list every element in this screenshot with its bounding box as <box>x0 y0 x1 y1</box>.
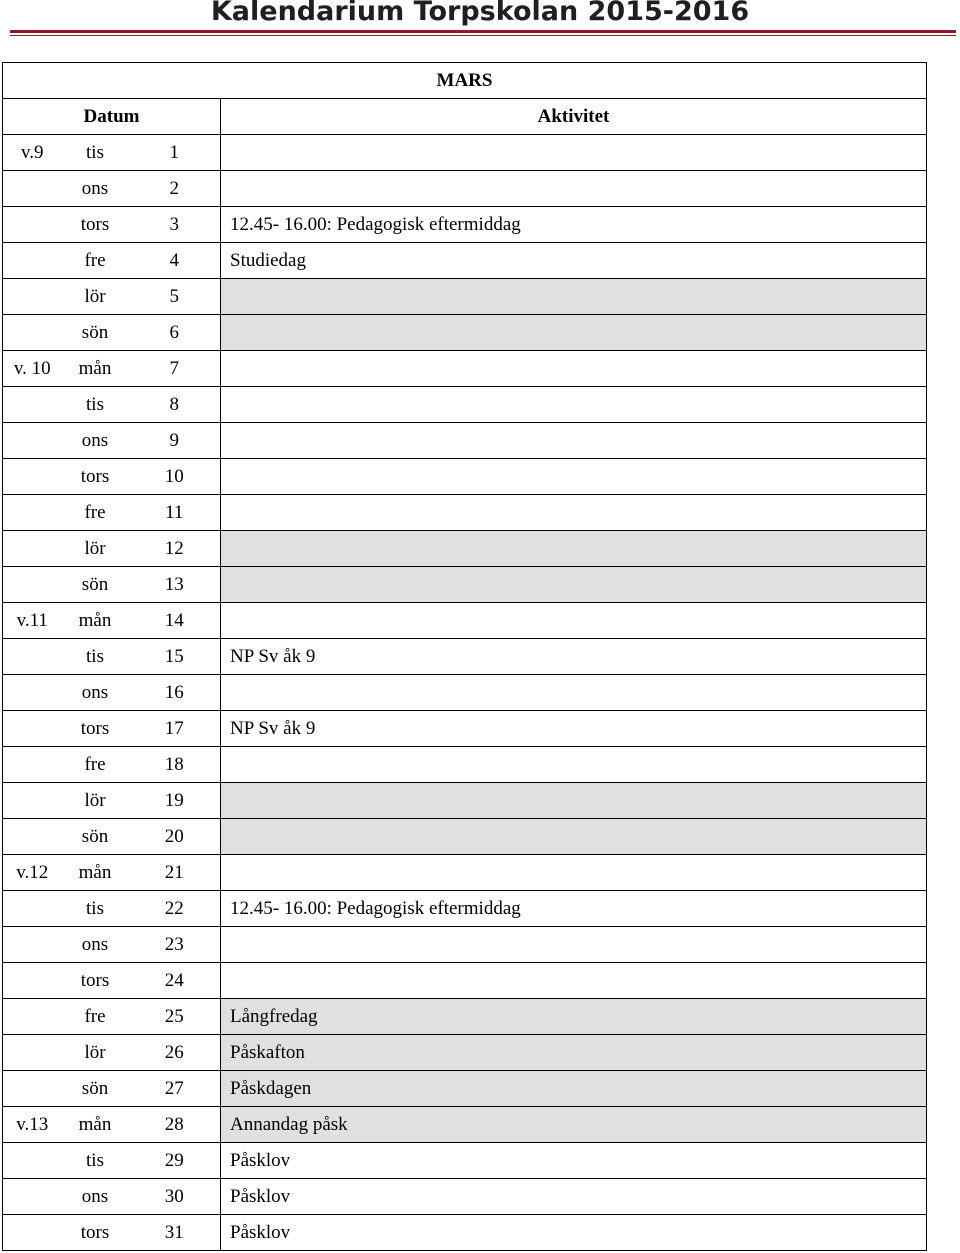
activity-cell <box>221 855 927 891</box>
table-row <box>3 639 927 675</box>
weekday-cell: ons <box>62 171 129 207</box>
weekday-cell: ons <box>62 423 129 459</box>
week-cell: v.11 <box>3 603 62 639</box>
table-row <box>3 783 927 819</box>
activity-cell <box>221 567 927 603</box>
week-cell <box>3 423 62 459</box>
activity-cell <box>221 135 927 171</box>
activity-cell <box>221 279 927 315</box>
calendar-body <box>3 63 927 1251</box>
week-cell <box>3 387 62 423</box>
week-cell <box>3 639 62 675</box>
week-cell <box>3 495 62 531</box>
weekday-cell: tis <box>62 1143 129 1179</box>
header-rule <box>10 30 956 33</box>
week-cell: v.12 <box>3 855 62 891</box>
table-row <box>3 1035 927 1071</box>
date-cell: 3 <box>129 207 221 243</box>
page-title: Kalendarium Torpskolan 2015-2016 <box>210 0 750 26</box>
week-cell <box>3 711 62 747</box>
date-cell: 9 <box>129 423 221 459</box>
activity-cell: Påskafton <box>221 1035 927 1071</box>
week-cell <box>3 531 62 567</box>
table-row <box>3 963 927 999</box>
date-cell: 21 <box>129 855 221 891</box>
weekday-cell: tis <box>62 387 129 423</box>
date-cell: 13 <box>129 567 221 603</box>
activity-cell: Annandag påsk <box>221 1107 927 1143</box>
table-row <box>3 135 927 171</box>
table-row <box>3 819 927 855</box>
activity-cell <box>221 747 927 783</box>
weekday-cell: fre <box>62 999 129 1035</box>
activity-cell <box>221 387 927 423</box>
week-cell <box>3 783 62 819</box>
month-row <box>3 63 927 99</box>
date-cell: 23 <box>129 927 221 963</box>
date-cell: 8 <box>129 387 221 423</box>
week-cell <box>3 999 62 1035</box>
week-cell <box>3 207 62 243</box>
calendar-table <box>2 62 927 1251</box>
weekday-cell: fre <box>62 747 129 783</box>
table-row <box>3 1179 927 1215</box>
week-cell: v. 10 <box>3 351 62 387</box>
table-row <box>3 567 927 603</box>
date-cell: 26 <box>129 1035 221 1071</box>
week-cell <box>3 315 62 351</box>
weekday-cell: sön <box>62 567 129 603</box>
date-cell: 18 <box>129 747 221 783</box>
date-cell: 29 <box>129 1143 221 1179</box>
date-cell: 31 <box>129 1215 221 1251</box>
table-row <box>3 495 927 531</box>
table-row <box>3 711 927 747</box>
weekday-cell: sön <box>62 1071 129 1107</box>
week-cell <box>3 279 62 315</box>
week-cell <box>3 927 62 963</box>
weekday-cell: mån <box>62 603 129 639</box>
weekday-cell: lör <box>62 1035 129 1071</box>
date-cell: 15 <box>129 639 221 675</box>
week-cell <box>3 1215 62 1251</box>
weekday-cell: mån <box>62 351 129 387</box>
table-row <box>3 387 927 423</box>
activity-cell: Långfredag <box>221 999 927 1035</box>
activity-cell: Påskdagen <box>221 1071 927 1107</box>
table-row <box>3 675 927 711</box>
column-header-aktivitet: Aktivitet <box>221 99 927 135</box>
activity-cell <box>221 603 927 639</box>
week-cell <box>3 459 62 495</box>
table-row <box>3 171 927 207</box>
date-cell: 1 <box>129 135 221 171</box>
date-cell: 5 <box>129 279 221 315</box>
week-cell: v.9 <box>3 135 62 171</box>
weekday-cell: tors <box>62 711 129 747</box>
table-row <box>3 423 927 459</box>
activity-cell: NP Sv åk 9 <box>221 639 927 675</box>
week-cell <box>3 1071 62 1107</box>
weekday-cell: tis <box>62 891 129 927</box>
weekday-cell: fre <box>62 495 129 531</box>
table-row <box>3 1143 927 1179</box>
week-cell <box>3 1179 62 1215</box>
weekday-cell: lör <box>62 279 129 315</box>
weekday-cell: tors <box>62 1215 129 1251</box>
activity-cell <box>221 315 927 351</box>
column-header-row <box>3 99 927 135</box>
date-cell: 25 <box>129 999 221 1035</box>
week-cell <box>3 747 62 783</box>
activity-cell <box>221 819 927 855</box>
activity-cell: Studiedag <box>221 243 927 279</box>
weekday-cell: sön <box>62 315 129 351</box>
table-row <box>3 891 927 927</box>
date-cell: 19 <box>129 783 221 819</box>
table-row <box>3 243 927 279</box>
weekday-cell: tis <box>62 639 129 675</box>
activity-cell <box>221 423 927 459</box>
weekday-cell: mån <box>62 1107 129 1143</box>
date-cell: 6 <box>129 315 221 351</box>
activity-cell: 12.45- 16.00: Pedagogisk eftermiddag <box>221 891 927 927</box>
activity-cell <box>221 927 927 963</box>
table-row <box>3 855 927 891</box>
date-cell: 17 <box>129 711 221 747</box>
weekday-cell: tors <box>62 207 129 243</box>
date-cell: 22 <box>129 891 221 927</box>
weekday-cell: tors <box>62 459 129 495</box>
date-cell: 28 <box>129 1107 221 1143</box>
header-rule-thin <box>10 35 956 36</box>
weekday-cell: ons <box>62 675 129 711</box>
activity-cell: 12.45- 16.00: Pedagogisk eftermiddag <box>221 207 927 243</box>
table-row <box>3 351 927 387</box>
table-row <box>3 1215 927 1251</box>
activity-cell: Påsklov <box>221 1215 927 1251</box>
week-cell <box>3 243 62 279</box>
date-cell: 2 <box>129 171 221 207</box>
activity-cell <box>221 459 927 495</box>
activity-cell <box>221 675 927 711</box>
weekday-cell: fre <box>62 243 129 279</box>
table-row <box>3 747 927 783</box>
date-cell: 27 <box>129 1071 221 1107</box>
date-cell: 16 <box>129 675 221 711</box>
activity-cell <box>221 783 927 819</box>
table-row <box>3 279 927 315</box>
week-cell <box>3 567 62 603</box>
table-row <box>3 1107 927 1143</box>
date-cell: 24 <box>129 963 221 999</box>
activity-cell <box>221 531 927 567</box>
activity-cell <box>221 963 927 999</box>
week-cell <box>3 1035 62 1071</box>
table-row <box>3 531 927 567</box>
activity-cell <box>221 171 927 207</box>
date-cell: 14 <box>129 603 221 639</box>
month-heading: MARS <box>3 63 927 99</box>
table-row <box>3 603 927 639</box>
weekday-cell: mån <box>62 855 129 891</box>
week-cell <box>3 675 62 711</box>
week-cell <box>3 963 62 999</box>
table-row <box>3 459 927 495</box>
table-row <box>3 927 927 963</box>
weekday-cell: ons <box>62 1179 129 1215</box>
date-cell: 7 <box>129 351 221 387</box>
activity-cell: NP Sv åk 9 <box>221 711 927 747</box>
week-cell: v.13 <box>3 1107 62 1143</box>
table-row <box>3 315 927 351</box>
week-cell <box>3 1143 62 1179</box>
column-header-datum: Datum <box>3 99 221 135</box>
weekday-cell: sön <box>62 819 129 855</box>
date-cell: 12 <box>129 531 221 567</box>
date-cell: 4 <box>129 243 221 279</box>
activity-cell: Påsklov <box>221 1143 927 1179</box>
weekday-cell: lör <box>62 783 129 819</box>
weekday-cell: ons <box>62 927 129 963</box>
table-row <box>3 999 927 1035</box>
activity-cell <box>221 351 927 387</box>
date-cell: 30 <box>129 1179 221 1215</box>
activity-cell <box>221 495 927 531</box>
week-cell <box>3 171 62 207</box>
date-cell: 10 <box>129 459 221 495</box>
weekday-cell: lör <box>62 531 129 567</box>
week-cell <box>3 891 62 927</box>
table-row <box>3 1071 927 1107</box>
date-cell: 11 <box>129 495 221 531</box>
activity-cell: Påsklov <box>221 1179 927 1215</box>
weekday-cell: tors <box>62 963 129 999</box>
date-cell: 20 <box>129 819 221 855</box>
week-cell <box>3 819 62 855</box>
table-row <box>3 207 927 243</box>
weekday-cell: tis <box>62 135 129 171</box>
